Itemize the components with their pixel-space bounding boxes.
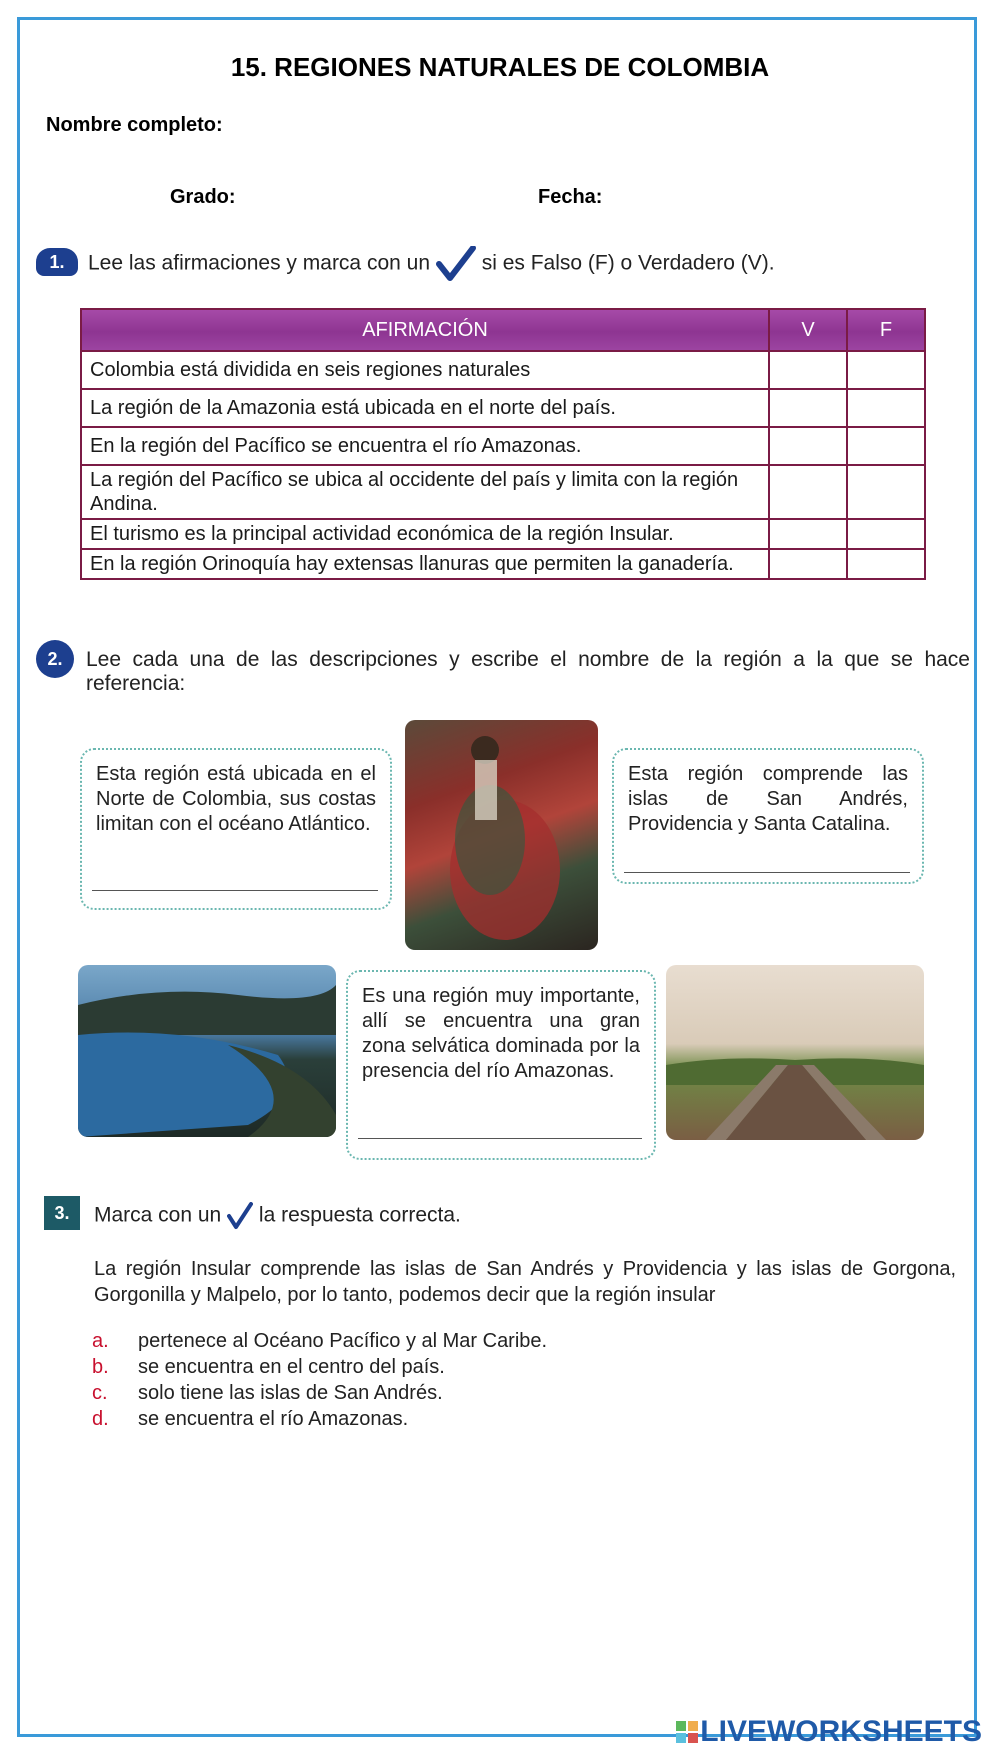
answer-line[interactable] <box>624 872 910 873</box>
section3-instruction-after: la respuesta correcta. <box>258 1203 461 1227</box>
header-f: F <box>847 309 925 351</box>
section2-number-badge: 2. <box>36 640 74 678</box>
logo-text: LIVEWORKSHEETS <box>700 1715 982 1748</box>
answer-box-f[interactable] <box>847 465 925 519</box>
railway-photo <box>666 965 924 1140</box>
header-v: V <box>769 309 847 351</box>
table-row <box>81 519 925 549</box>
table-row <box>81 389 925 427</box>
dancers-photo <box>405 720 598 950</box>
table-row <box>81 427 925 465</box>
statement-text: La región del Pacífico se ubica al occidente del país y limita con la región Andina. <box>81 465 769 519</box>
option-letter: d. <box>92 1408 109 1430</box>
description-box-insular <box>612 748 924 884</box>
coast-photo <box>78 965 336 1137</box>
statement-text: En la región del Pacífico se encuentra el río Amazonas. <box>81 427 769 465</box>
option-text: se encuentra el río Amazonas. <box>138 1408 409 1430</box>
check-icon <box>436 246 476 282</box>
option-b[interactable] <box>92 1356 445 1379</box>
statement-text: El turismo es la principal actividad económica de la región Insular. <box>81 519 769 549</box>
statement-text: En la región Orinoquía hay extensas llanuras que permiten la ganadería. <box>81 549 769 579</box>
description-text: Es una región muy importante, allí se encuentra una gran zona selvática dominada por la presencia del río Amazonas. <box>362 985 640 1082</box>
answer-box-f[interactable] <box>847 549 925 579</box>
option-text: se encuentra en el centro del país. <box>138 1356 445 1378</box>
liveworksheets-logo <box>676 1715 982 1749</box>
option-letter: a. <box>92 1330 109 1352</box>
page-title: 15. REGIONES NATURALES DE COLOMBIA <box>230 52 770 82</box>
section1-number-badge: 1. <box>36 248 78 276</box>
table-row <box>81 465 925 519</box>
section3-instruction-before: Marca con un <box>94 1203 222 1227</box>
logo-grid-icon <box>676 1721 700 1745</box>
answer-box-v[interactable] <box>769 549 847 579</box>
section3-number-badge: 3. <box>44 1196 80 1230</box>
section1-instruction <box>88 246 775 282</box>
answer-line[interactable] <box>358 1138 642 1139</box>
check-icon <box>227 1202 253 1230</box>
answer-box-v[interactable] <box>769 465 847 519</box>
description-box-caribe <box>80 748 392 910</box>
option-letter: b. <box>92 1356 109 1378</box>
statements-table <box>80 308 926 580</box>
answer-box-f[interactable] <box>847 389 925 427</box>
answer-box-v[interactable] <box>769 427 847 465</box>
description-text: Esta región está ubicada en el Norte de Colombia, sus costas limitan con el océano Atlántico. <box>96 763 376 835</box>
answer-box-v[interactable] <box>769 351 847 389</box>
option-c[interactable] <box>92 1382 443 1405</box>
date-label: Fecha: <box>538 186 603 208</box>
answer-box-f[interactable] <box>847 427 925 465</box>
section1-instruction-before: Lee las afirmaciones y marca con un <box>88 251 430 275</box>
option-d[interactable] <box>92 1408 408 1431</box>
table-row <box>81 351 925 389</box>
section3-instruction <box>94 1202 461 1230</box>
answer-line[interactable] <box>92 890 378 891</box>
statement-text: Colombia está dividida en seis regiones naturales <box>81 351 769 389</box>
description-text: Esta región comprende las islas de San Andrés, Providencia y Santa Catalina. <box>628 763 908 835</box>
grade-label: Grado: <box>170 186 236 208</box>
option-text: solo tiene las islas de San Andrés. <box>138 1382 443 1404</box>
answer-box-f[interactable] <box>847 351 925 389</box>
statement-text: La región de la Amazonia está ubicada en el norte del país. <box>81 389 769 427</box>
answer-box-v[interactable] <box>769 389 847 427</box>
option-letter: c. <box>92 1382 108 1404</box>
option-text: pertenece al Océano Pacífico y al Mar Caribe. <box>138 1330 548 1352</box>
answer-box-v[interactable] <box>769 519 847 549</box>
table-row <box>81 549 925 579</box>
header-afirmacion: AFIRMACIÓN <box>81 309 769 351</box>
option-a[interactable] <box>92 1330 547 1353</box>
answer-box-f[interactable] <box>847 519 925 549</box>
section1-instruction-after: si es Falso (F) o Verdadero (V). <box>481 251 775 275</box>
section2-instruction: Lee cada una de las descripciones y escribe el nombre de la región a la que se hace referencia: <box>86 648 970 695</box>
name-label: Nombre completo: <box>46 114 223 136</box>
description-box-amazonia <box>346 970 656 1160</box>
section3-statement: La región Insular comprende las islas de San Andrés y Providencia y las islas de Gorgona, Gorgonilla y Malpelo, por lo tanto, podemos decir que la región insular <box>94 1258 956 1306</box>
